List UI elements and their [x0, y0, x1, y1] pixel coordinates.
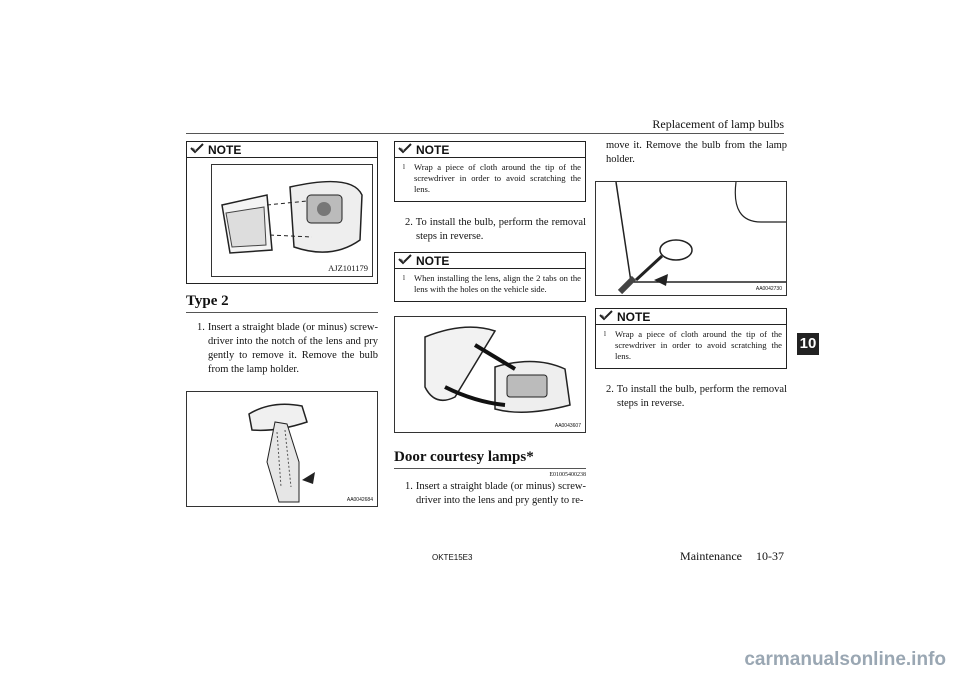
lens-installation-illustration [395, 317, 585, 432]
column-1 [186, 141, 378, 507]
header-rule [186, 133, 784, 134]
note-label: NOTE [208, 142, 242, 157]
note-label: NOTE [617, 309, 651, 324]
note-check-icon [190, 143, 204, 157]
note-body [596, 325, 786, 368]
note-box-figure [186, 141, 378, 284]
note-check-icon [398, 254, 412, 268]
continuation-text: move it. Remove the bulb from the lamp holder. [606, 140, 787, 165]
note-header [596, 309, 786, 325]
note-header [395, 253, 585, 269]
figure-id: AA0042730 [755, 286, 782, 292]
note-box-2 [394, 252, 586, 302]
footer-code: OKTE15E3 [432, 553, 473, 562]
door-lamp-figure [595, 181, 787, 296]
note-header [395, 142, 585, 158]
footer-page-info [666, 549, 784, 564]
note-box-3 [595, 308, 787, 369]
bullet-marker: l [403, 274, 405, 282]
column-2 [394, 141, 586, 516]
page-header-title: Replacement of lamp bulbs [652, 117, 784, 131]
step-2-door: 2. To install the bulb, perform the removal steps in reverse. [606, 384, 787, 409]
section-title-type2: Type 2 [186, 293, 378, 313]
lens-tabs-illustration [212, 165, 372, 276]
step-1-door: 1. Insert a straight blade (or minus) screw-driver into the lens and pry gently to re- [405, 481, 586, 506]
note-check-icon [398, 143, 412, 157]
note-text: Wrap a piece of cloth around the tip of the screwdriver in order to avoid scratching the lens. [615, 329, 782, 361]
screwdriver-lens-illustration [187, 392, 377, 506]
chapter-tab: 10 [797, 333, 819, 355]
note-header [187, 142, 377, 158]
note-text: Wrap a piece of cloth around the tip of the screwdriver in order to avoid scratching the lens. [414, 162, 581, 194]
note-text: When installing the lens, align the 2 tabs on the lens with the holes on the vehicle side. [414, 273, 581, 294]
note-body [395, 269, 585, 301]
figure-id: AJZ101179 [328, 263, 368, 273]
lens-tabs-figure [211, 164, 373, 277]
bullet-marker: l [403, 163, 405, 171]
screwdriver-lens-figure [186, 391, 378, 507]
footer-page-number: 10-37 [756, 549, 784, 563]
figure-id: AA0043607 [554, 423, 581, 429]
footer-section: Maintenance [680, 549, 742, 563]
section-code: E01005400238 [549, 472, 586, 478]
lens-installation-figure [394, 316, 586, 433]
watermark: carmanualsonline.info [744, 649, 946, 670]
note-body [395, 158, 585, 201]
note-check-icon [599, 310, 613, 324]
note-label: NOTE [416, 253, 450, 268]
column-3 [595, 139, 787, 419]
step-2: 2. To install the bulb, perform the removal steps in reverse. [405, 217, 586, 242]
step-1: 1. Insert a straight blade (or minus) screw-driver into the notch of the lens and pry gently to remove it. Remove the bulb from the lamp holder. [197, 322, 378, 375]
bullet-marker: l [604, 330, 606, 338]
figure-id: AA0042684 [346, 497, 373, 503]
section-title-door-courtesy: Door courtesy lamps* [394, 449, 586, 469]
door-lamp-illustration [596, 182, 786, 295]
note-box-1 [394, 141, 586, 202]
note-label: NOTE [416, 142, 450, 157]
